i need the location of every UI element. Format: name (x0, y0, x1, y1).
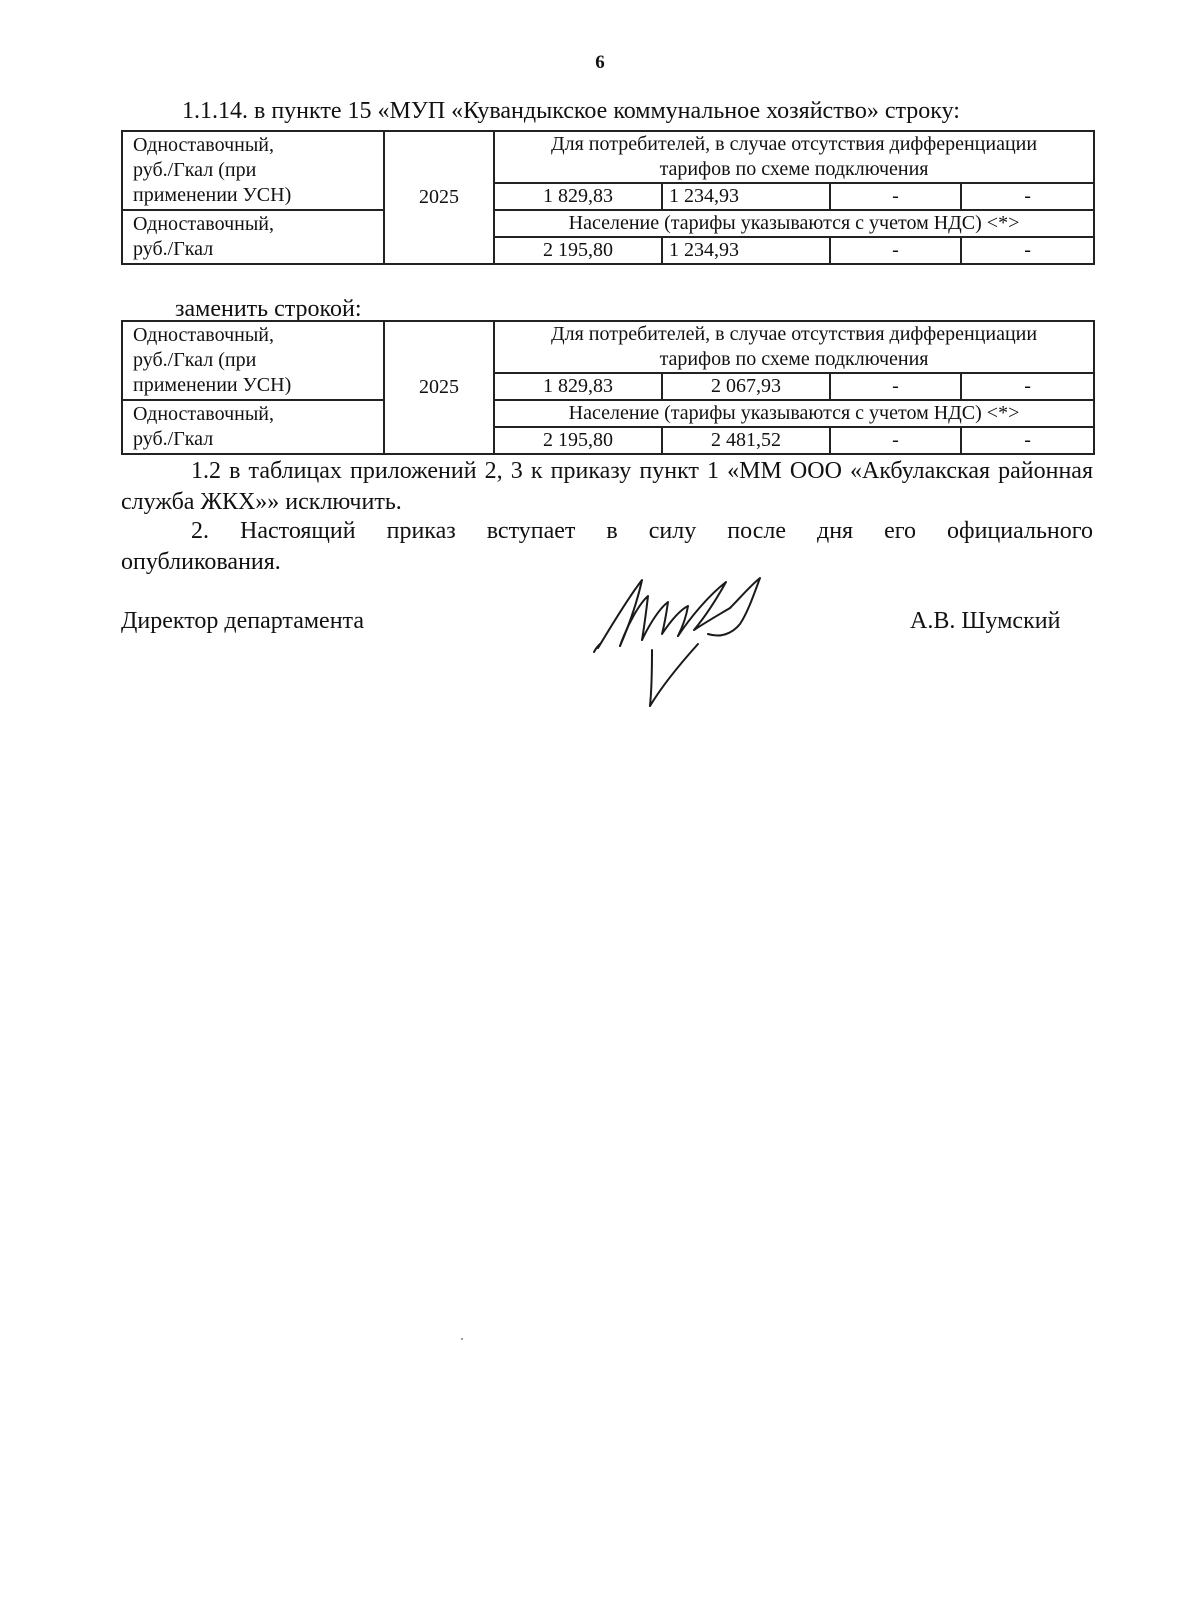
tariff-table-old (121, 130, 1095, 265)
tariff-type-label: Одноставочный, руб./Гкал (при применении УСН) (122, 131, 384, 210)
year-cell: 2025 (384, 131, 494, 264)
tariff-value: 2 195,80 (494, 237, 662, 264)
consumer-group-header: Для потребителей, в случае отсутствия дифференциации тарифов по схеме подключения (494, 131, 1094, 183)
tariff-value: 1 829,83 (494, 373, 662, 400)
tariff-value: - (830, 427, 961, 454)
tariff-value: - (961, 183, 1094, 210)
tariff-value: - (830, 237, 961, 264)
tariff-value: 1 234,93 (662, 183, 830, 210)
tariff-value: 2 195,80 (494, 427, 662, 454)
tariff-value: 2 067,93 (662, 373, 830, 400)
tariff-value: - (961, 373, 1094, 400)
tariff-type-label: Одноставочный, руб./Гкал (122, 400, 384, 454)
population-header: Население (тарифы указываются с учетом НДС) <*> (494, 400, 1094, 427)
tariff-value: - (830, 183, 961, 210)
year-cell: 2025 (384, 321, 494, 454)
tariff-value: 1 234,93 (662, 237, 830, 264)
tariff-table-new (121, 320, 1095, 455)
amendment-heading: 1.1.14. в пункте 15 «МУП «Кувандыкское коммунальное хозяйство» строку: (182, 98, 960, 124)
signature-role: Директор департамента (121, 608, 364, 634)
tariff-value: - (961, 237, 1094, 264)
tariff-value: 1 829,83 (494, 183, 662, 210)
tariff-value: - (830, 373, 961, 400)
replace-heading: заменить строкой: (175, 296, 362, 322)
exclusion-paragraph: 1.2 в таблицах приложений 2, 3 к приказу пункт 1 «ММ ООО «Акбулакская районная служба ЖКХ»» исключить. (121, 458, 1093, 515)
tariff-type-label: Одноставочный, руб./Гкал (при применении УСН) (122, 321, 384, 400)
page-number: 6 (595, 52, 605, 73)
effective-date-line: опубликования. (121, 549, 281, 575)
consumer-group-header: Для потребителей, в случае отсутствия дифференциации тарифов по схеме подключения (494, 321, 1094, 373)
tariff-type-label: Одноставочный, руб./Гкал (122, 210, 384, 264)
tariff-value: - (961, 427, 1094, 454)
handwritten-signature (590, 568, 790, 718)
scan-speck (461, 1338, 463, 1340)
tariff-value: 2 481,52 (662, 427, 830, 454)
effective-date-line: 2. Настоящий приказ вступает в силу после дня его официального (191, 518, 1093, 544)
signature-name: А.В. Шумский (910, 608, 1061, 634)
population-header: Население (тарифы указываются с учетом НДС) <*> (494, 210, 1094, 237)
